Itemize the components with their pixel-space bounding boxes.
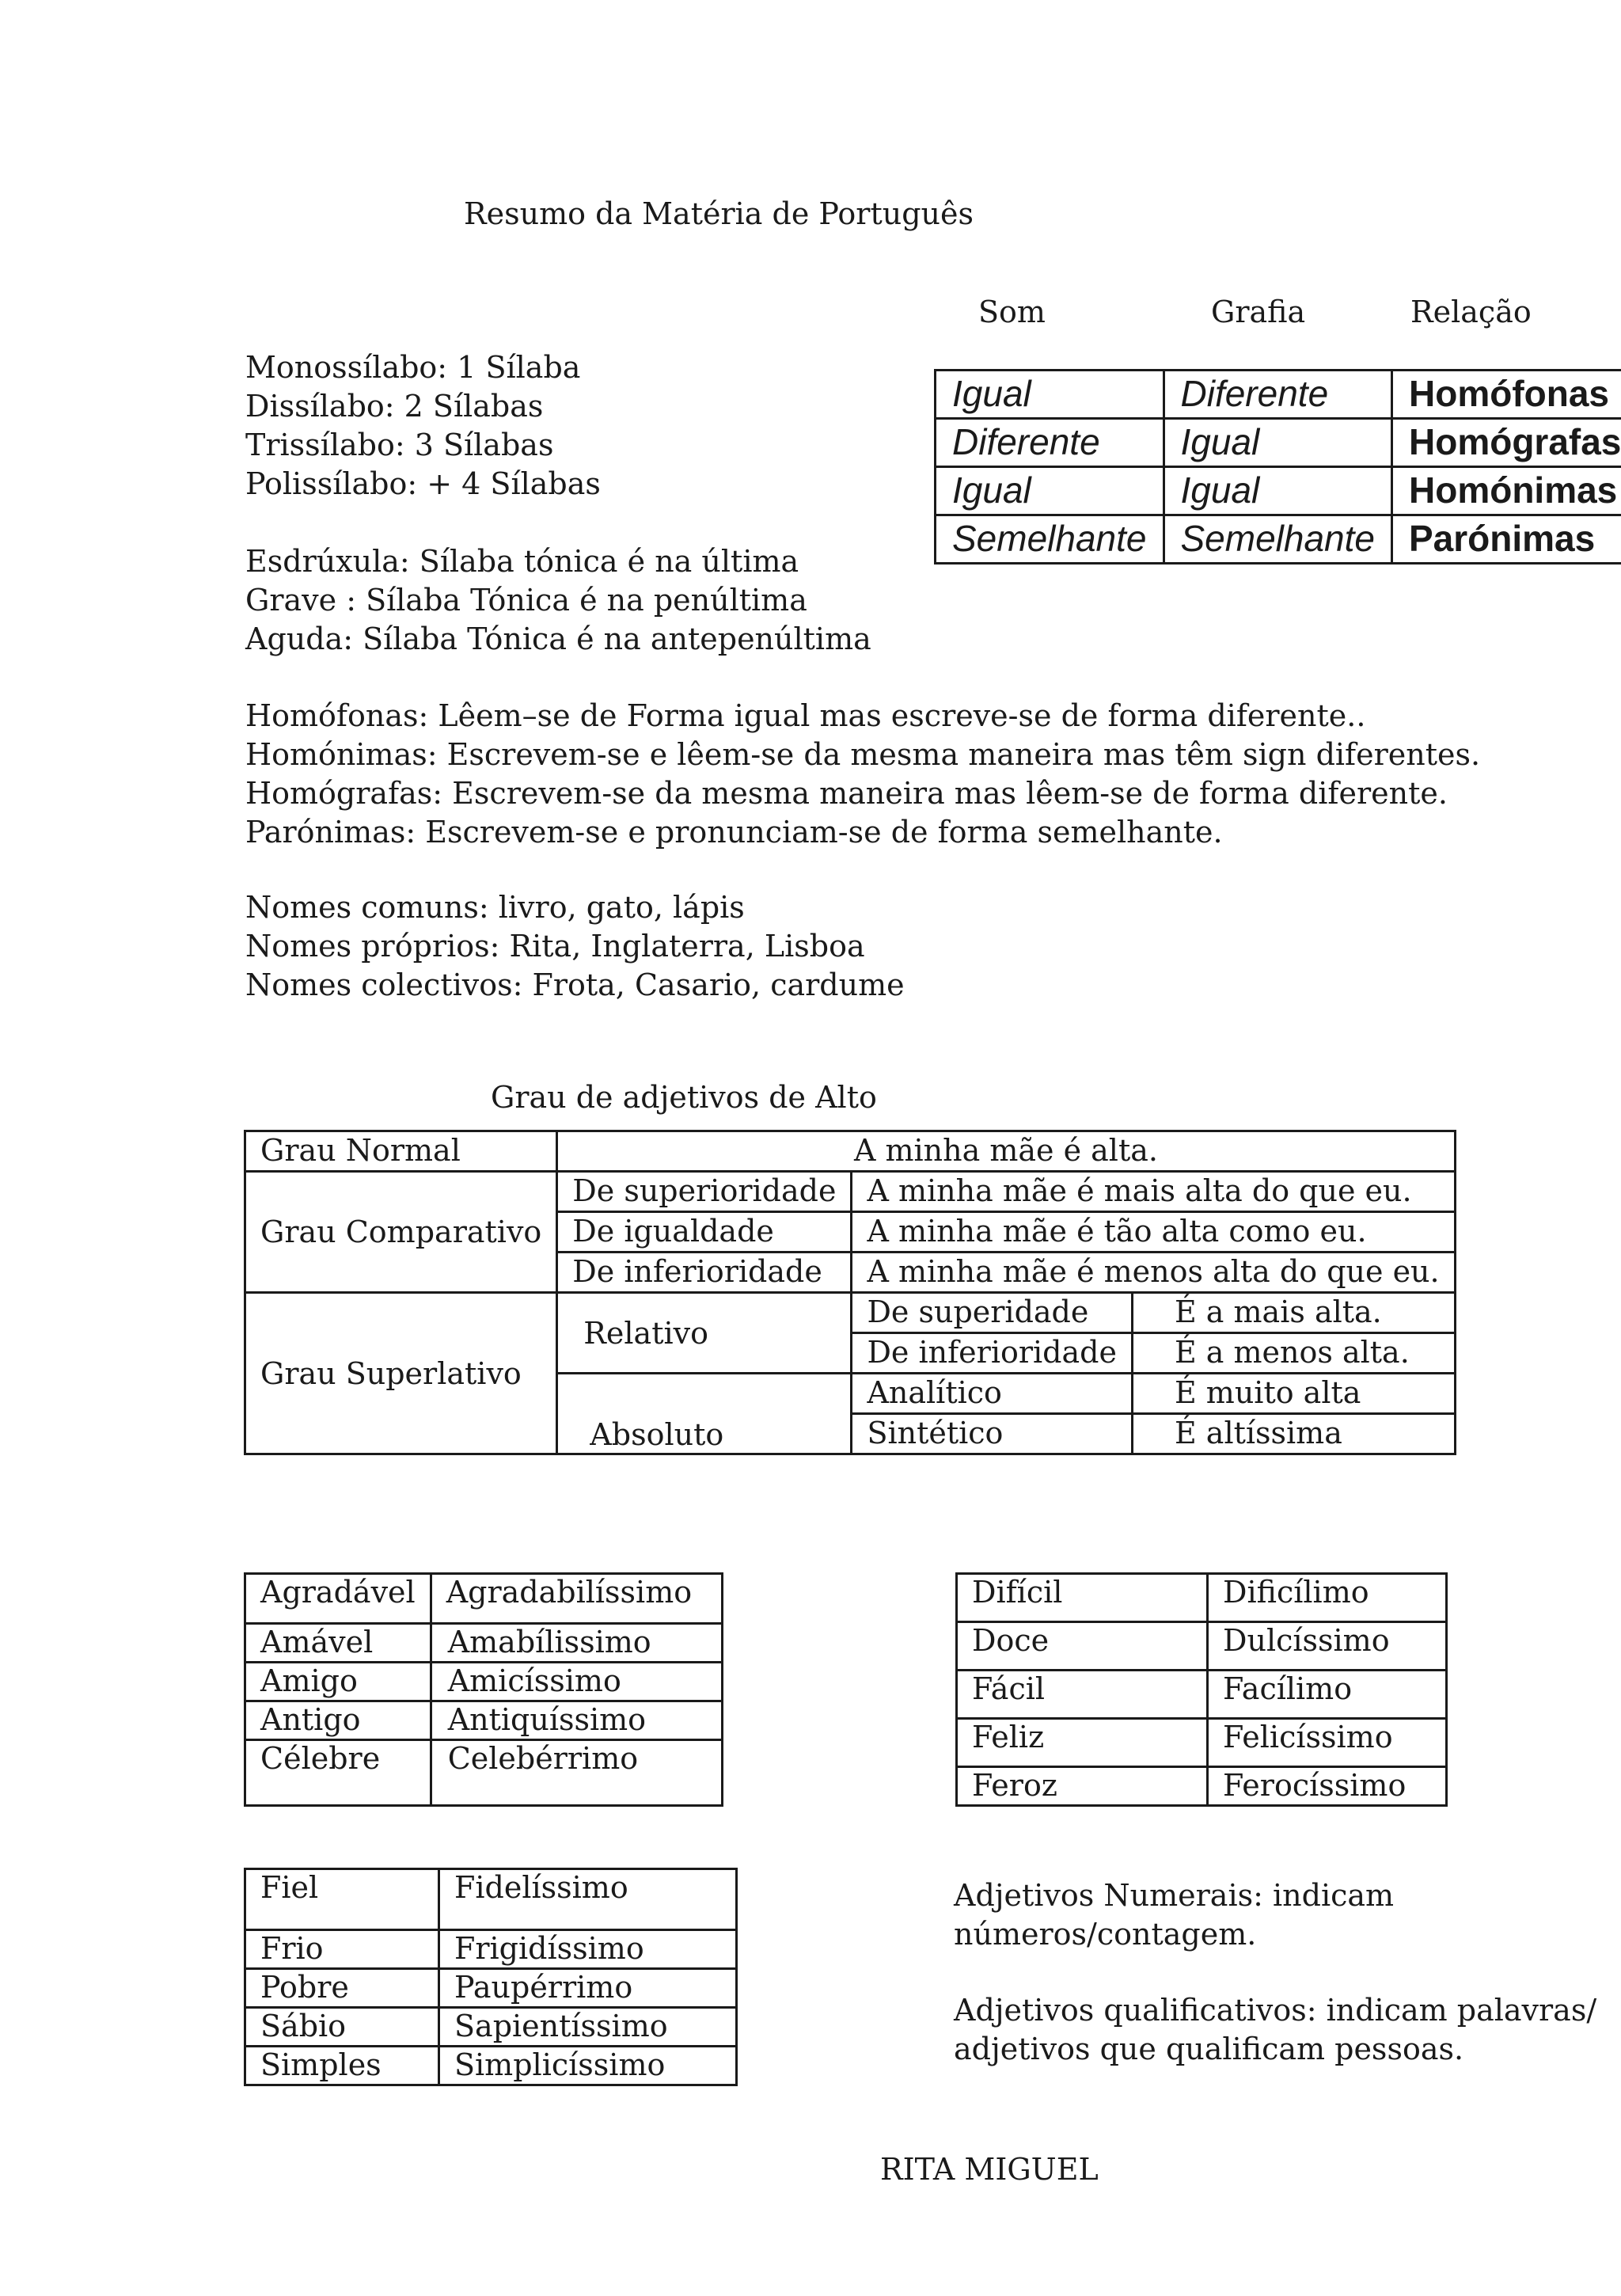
superlativo: Simplicíssimo <box>439 2047 737 2085</box>
adjetivo: Célebre <box>245 1740 431 1806</box>
list-item: Aguda: Sílaba Tónica é na antepenúltima <box>245 622 871 656</box>
comparativo-exemplo: A minha mãe é mais alta do que eu. <box>852 1172 1455 1212</box>
cell-relacao: Homógrafas <box>1392 419 1621 467</box>
cell-relacao: Homónimas <box>1392 467 1621 515</box>
absoluto-tipo: Sintético <box>852 1414 1133 1454</box>
superlativo: Agradabilíssimo <box>431 1574 722 1624</box>
superlativos-table-c <box>244 1868 738 2086</box>
comparativo-tipo: De superioridade <box>557 1172 852 1212</box>
superlativo: Fidelíssimo <box>439 1869 737 1930</box>
text-line: Adjetivos qualificativos: indicam palavras/ <box>954 1993 1597 2028</box>
comparativo-tipo: De inferioridade <box>557 1253 852 1293</box>
table-row <box>245 1293 1456 1333</box>
list-item: Nomes próprios: Rita, Inglaterra, Lisboa <box>245 929 865 964</box>
cell-som: Igual <box>936 467 1164 515</box>
table-row <box>957 1622 1447 1671</box>
text-line: Adjetivos Numerais: indicam <box>954 1878 1395 1913</box>
cell-grafia: Diferente <box>1164 371 1392 419</box>
superlativo: Celebérrimo <box>431 1740 722 1806</box>
list-item: Nomes colectivos: Frota, Casario, cardume <box>245 967 905 1002</box>
author-name: RITA MIGUEL <box>880 2152 1099 2187</box>
cell-som: Diferente <box>936 419 1164 467</box>
relativo-exemplo: É a menos alta. <box>1132 1333 1455 1374</box>
numerais-text <box>954 1876 1394 1954</box>
table-row <box>957 1767 1447 1806</box>
text-line: adjetivos que qualificam pessoas. <box>954 2032 1464 2066</box>
header-relacao: Relação <box>1410 295 1532 329</box>
superlativo: Dulcíssimo <box>1208 1622 1447 1671</box>
header-grafia: Grafia <box>1211 295 1306 329</box>
list-item: Monossílabo: 1 Sílaba <box>245 350 581 385</box>
cell-relacao: Parónimas <box>1392 515 1621 564</box>
table-row <box>245 1574 723 1624</box>
table-row <box>245 1969 737 2008</box>
table-row <box>245 2008 737 2047</box>
cell-grafia: Igual <box>1164 467 1392 515</box>
list-item: Homófonas: Lêem–se de Forma igual mas escreve-se de forma diferente.. <box>245 698 1366 733</box>
table-row <box>957 1719 1447 1767</box>
relativo-tipo: De superidade <box>852 1293 1133 1333</box>
absoluto-tipo: Analítico <box>852 1374 1133 1414</box>
absoluto-label: Absoluto <box>557 1374 852 1454</box>
tonicas-list <box>245 542 871 659</box>
table-row <box>245 1930 737 1969</box>
cell-som: Igual <box>936 371 1164 419</box>
adjetivo: Fiel <box>245 1869 439 1930</box>
list-item: Parónimas: Escrevem-se e pronunciam-se de forma semelhante. <box>245 815 1223 850</box>
table-row <box>245 2047 737 2085</box>
table-row <box>936 515 1621 564</box>
adjetivo: Agradável <box>245 1574 431 1624</box>
cell-relacao: Homófonas <box>1392 371 1621 419</box>
grau-table <box>244 1130 1456 1455</box>
adjetivo: Simples <box>245 2047 439 2085</box>
definicoes-list <box>245 697 1480 852</box>
adjetivo: Doce <box>957 1622 1208 1671</box>
cell-grafia: Igual <box>1164 419 1392 467</box>
silabas-list <box>245 348 601 504</box>
absoluto-exemplo: É muito alta <box>1132 1374 1455 1414</box>
relativo-tipo: De inferioridade <box>852 1333 1133 1374</box>
superlativo: Facílimo <box>1208 1671 1447 1719</box>
grau-comparativo-label: Grau Comparativo <box>245 1172 557 1293</box>
adjetivo: Frio <box>245 1930 439 1969</box>
table-row <box>936 419 1621 467</box>
comparativo-tipo: De igualdade <box>557 1212 852 1253</box>
superlativo: Sapientíssimo <box>439 2008 737 2047</box>
superlativo: Ferocíssimo <box>1208 1767 1447 1806</box>
grau-title: Grau de adjetivos de Alto <box>491 1080 877 1115</box>
superlativos-table-b <box>955 1572 1448 1807</box>
table-row <box>245 1701 723 1740</box>
superlativo: Frigidíssimo <box>439 1930 737 1969</box>
superlativo: Dificílimo <box>1208 1574 1447 1622</box>
relativo-exemplo: É a mais alta. <box>1132 1293 1455 1333</box>
adjetivo: Feliz <box>957 1719 1208 1767</box>
list-item: Trissílabo: 3 Sílabas <box>245 428 554 462</box>
nomes-list <box>245 888 905 1005</box>
adjetivo: Amigo <box>245 1663 431 1701</box>
text-line: números/contagem. <box>954 1917 1257 1952</box>
grau-normal-label: Grau Normal <box>245 1131 557 1172</box>
table-row <box>957 1671 1447 1719</box>
table-row <box>936 467 1621 515</box>
list-item: Dissílabo: 2 Sílabas <box>245 389 544 424</box>
list-item: Grave : Sílaba Tónica é na penúltima <box>245 583 807 618</box>
som-grafia-table <box>934 369 1621 564</box>
relativo-label: Relativo <box>557 1293 852 1374</box>
adjetivo: Amável <box>245 1624 431 1663</box>
table-row <box>245 1172 1456 1212</box>
cell-grafia: Semelhante <box>1164 515 1392 564</box>
superlativo: Felicíssimo <box>1208 1719 1447 1767</box>
superlativo: Paupérrimo <box>439 1969 737 2008</box>
grau-normal-example: A minha mãe é alta. <box>557 1131 1455 1172</box>
comparativo-exemplo: A minha mãe é menos alta do que eu. <box>852 1253 1455 1293</box>
list-item: Homógrafas: Escrevem-se da mesma maneira mas lêem-se de forma diferente. <box>245 776 1448 811</box>
table-row <box>936 371 1621 419</box>
superlativo: Amicíssimo <box>431 1663 722 1701</box>
adjetivo: Fácil <box>957 1671 1208 1719</box>
table-row <box>245 1624 723 1663</box>
adjetivo: Antigo <box>245 1701 431 1740</box>
list-item: Homónimas: Escrevem-se e lêem-se da mesma maneira mas têm sign diferentes. <box>245 737 1481 772</box>
adjetivo: Pobre <box>245 1969 439 2008</box>
adjetivo: Feroz <box>957 1767 1208 1806</box>
page-title: Resumo da Matéria de Português <box>464 196 974 231</box>
adjetivo: Sábio <box>245 2008 439 2047</box>
superlativo: Antiquíssimo <box>431 1701 722 1740</box>
superlativo: Amabílissimo <box>431 1624 722 1663</box>
grau-superlativo-label: Grau Superlativo <box>245 1293 557 1454</box>
table-row <box>957 1574 1447 1622</box>
comparativo-exemplo: A minha mãe é tão alta como eu. <box>852 1212 1455 1253</box>
table-row <box>245 1869 737 1930</box>
absoluto-exemplo: É altíssima <box>1132 1414 1455 1454</box>
cell-som: Semelhante <box>936 515 1164 564</box>
list-item: Polissílabo: + 4 Sílabas <box>245 466 601 501</box>
table-row <box>245 1740 723 1806</box>
header-som: Som <box>978 295 1046 329</box>
table-row <box>245 1663 723 1701</box>
superlativos-table-a <box>244 1572 723 1807</box>
table-row <box>245 1131 1456 1172</box>
qualificativos-text <box>954 1991 1596 2069</box>
adjetivo: Difícil <box>957 1574 1208 1622</box>
list-item: Esdrúxula: Sílaba tónica é na última <box>245 544 799 579</box>
list-item: Nomes comuns: livro, gato, lápis <box>245 890 745 925</box>
